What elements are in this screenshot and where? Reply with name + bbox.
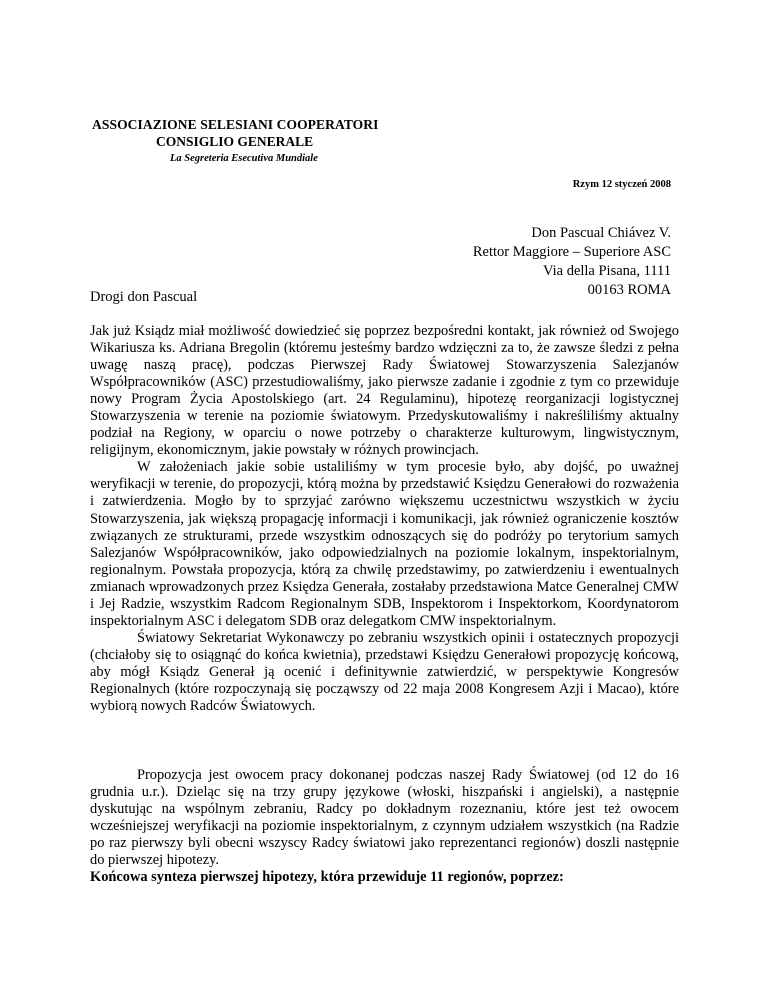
recipient-title: Rettor Maggiore – Superiore ASC [472,244,671,260]
council-name: CONSIGLIO GENERALE [156,134,314,149]
recipient-address [473,224,671,300]
greeting: Drogi don Pascual [90,289,198,305]
paragraph-4: Propozycja jest owocem pracy dokonanej podczas naszej Rady Światowej (od 12 do 16 grudnia u.r.). Dzieląc się na trzy grupy językowe (włoski, hiszpański i angielski), a następnie dyskutując na wspólnym zebraniu, Radcy po dokładnym rozeznaniu, które jest też owocem wcześniejszej weryfikacji na poziomie inspektorialnym, z czynnym udziałem wszystkich (na Radzie po raz pierwszy byli obecni wszyscy Radcy światowi jako reprezentanci regionów) doszli następnie do pierwszej hipotezy. [90,767,679,869]
paragraph-3: Światowy Sekretariat Wykonawczy po zebraniu wszystkich opinii i ostatecznych propozycji (chciałoby się to osiągnąć do końca kwietnia), przedstawi Księdzu Generałowi propozycję końcową, aby mógł Ksiądz Generał ją ocenić i definitywnie zatwierdzić, w perspektywie Kongresów Regionalnych (które rozpoczynają się począwszy od 22 maja 2008 Kongresem Azji i Macao), które wybiorą nowych Radców Światowych. [90,629,679,715]
organization-name: ASSOCIAZIONE SELESIANI COOPERATORI [92,117,379,132]
letter-body [90,323,679,715]
section-heading: Końcowa synteza pierwszej hipotezy, która przewiduje 11 regionów, poprzez: [90,869,564,885]
letter-body-continued [90,767,679,869]
paragraph-2: W założeniach jakie sobie ustaliliśmy w tym procesie było, aby dojść, po uważnej weryfikacji w terenie, do propozycji, którą można by przedstawić Księdzu Generałowi do rozważenia i zatwierdzenia. Mogło by to sprzyjać zarówno większemu uczestnictwu wszystkich w życiu Stowarzyszenia, jak większą propagację informacji i komunikacji, jak również ograniczenie kosztów związanych ze strukturami, przede wszystkim odnoszących się do podróży po terytorium samych Salezjanów Współpracowników, jako odpowiedzialnych na poziomie lokalnym, inspektorialnym, regionalnym. Powstała propozycja, którą za chwilę przedstawimy, po zatwierdzeniu i ewentualnych zmianach wprowadzonych przez Księdza Generała, zostałaby przedstawiona Matce Generalnej CMW i Jej Radzie, wszystkim Radcom Regionalnym SDB, Inspektorom i Inspektorkom, Koordynatorom inspektorialnym ASC i delegatom SDB oraz delegatkom CMW inspektorialnym. [90,459,679,629]
paragraph-1: Jak już Ksiądz miał możliwość dowiedzieć się poprzez bezpośredni kontakt, jak również od Swojego Wikariusza ks. Adriana Bregolin (któremu jesteśmy bardzo wdzięczni za to, że zawsze śledzi z pełna uwagę naszą pracę), podczas Pierwszej Rady Światowej Stowarzyszenia Salezjanów Współpracowników (ASC) przestudiowaliśmy, jako pierwsze zadanie i zgodnie z tym co przewiduje nowy Program Życia Apostolskiego (art. 24 Regulaminu), hipotezę reorganizacji logistycznej Stowarzyszenia w terenie na poziomie światowym. Przedyskutowaliśmy i nakreśliliśmy aktualny podział na Regiony, w oparciu o nowe potrzeby o charakterze kulturowym, lingwistycznym, religijnym, ekonomicznym, jakie powstały w różnych prowincjach. [90,323,679,459]
recipient-street: Via della Pisana, 1111 [543,263,671,279]
recipient-name: Don Pascual Chiávez V. [531,225,671,241]
recipient-city: 00163 ROMA [587,282,671,298]
secretariat-name: La Segreteria Esecutiva Mundiale [170,153,318,164]
letter-date: Rzym 12 styczeń 2008 [572,179,671,190]
